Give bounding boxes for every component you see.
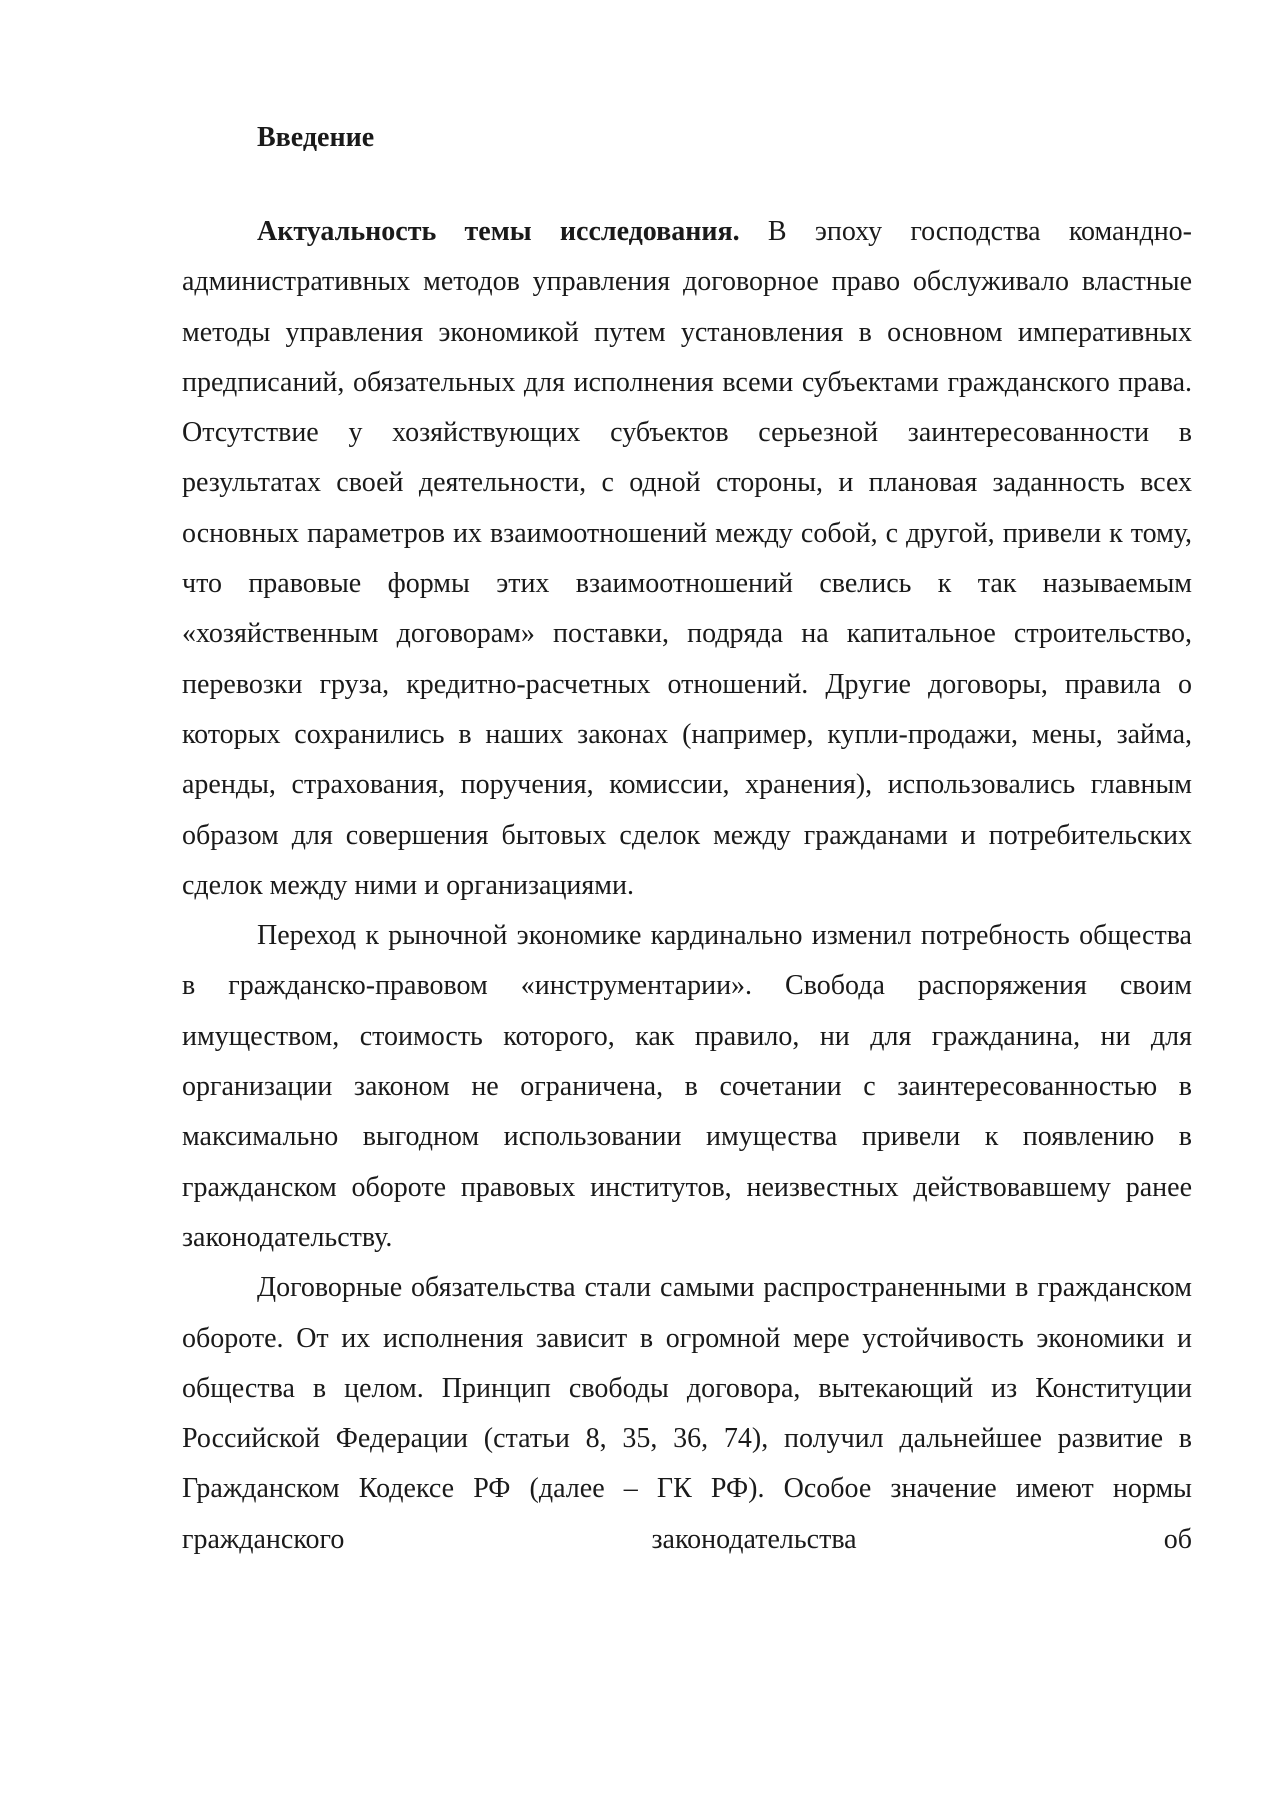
paragraph-text: Переход к рыночной экономике кардинально изменил потребность общества в гражданско-правовом «инструментарии». Свобода распоряжения своим имуществом, стоимость которого, как правило, ни для гражданина, ни для организации законом не ограничена, в сочетании с заинтересованностью в максимально выгодном использовании имущества привели к появлению в гражданском обороте правовых институтов, неизвестных действовавшему ранее законодательству.: [182, 920, 1192, 1253]
paragraph-text: Договорные обязательства стали самыми распространенными в гражданском обороте. От их исполнения зависит в огромной мере устойчивость экономики и общества в целом. Принцип свободы договора, вытекающий из Конституции Российской Федерации (статьи 8, 35, 36, 74), получил дальнейшее развитие в Гражданском Кодексе РФ (далее – ГК РФ). Особое значение имеют нормы гражданского законодательства об: [182, 1272, 1192, 1555]
paragraph-lead: Актуальность темы исследования.: [257, 216, 740, 247]
paragraph-text: В эпоху господства командно-административных методов управления договорное право обслуживало властные методы управления экономикой путем установления в основном императивных предписаний, обязательных для исполнения всеми субъектами гражданского права. Отсутствие у хозяйствующих субъектов серьезной заинтересованности в результатах своей деятельности, с одной стороны, и плановая заданность всех основных параметров их взаимоотношений между собой, с другой, привели к тому, что правовые формы этих взаимоотношений свелись к так называемым «хозяйственным договорам» поставки, подряда на капитальное строительство, перевозки груза, кредитно-расчетных отношений. Другие договоры, правила о которых сохранились в наших законах (например, купли-продажи, мены, займа, аренды, страхования, поручения, комиссии, хранения), использовались главным образом для совершения бытовых сделок между гражданами и потребительских сделок между ними и организациями.: [182, 216, 1192, 901]
paragraph-market-transition: [182, 911, 1192, 1263]
document-body: [182, 118, 1192, 1565]
paragraph-relevance: [182, 207, 1192, 911]
paragraph-contract-obligations: [182, 1263, 1192, 1565]
section-heading: Введение: [257, 122, 375, 153]
